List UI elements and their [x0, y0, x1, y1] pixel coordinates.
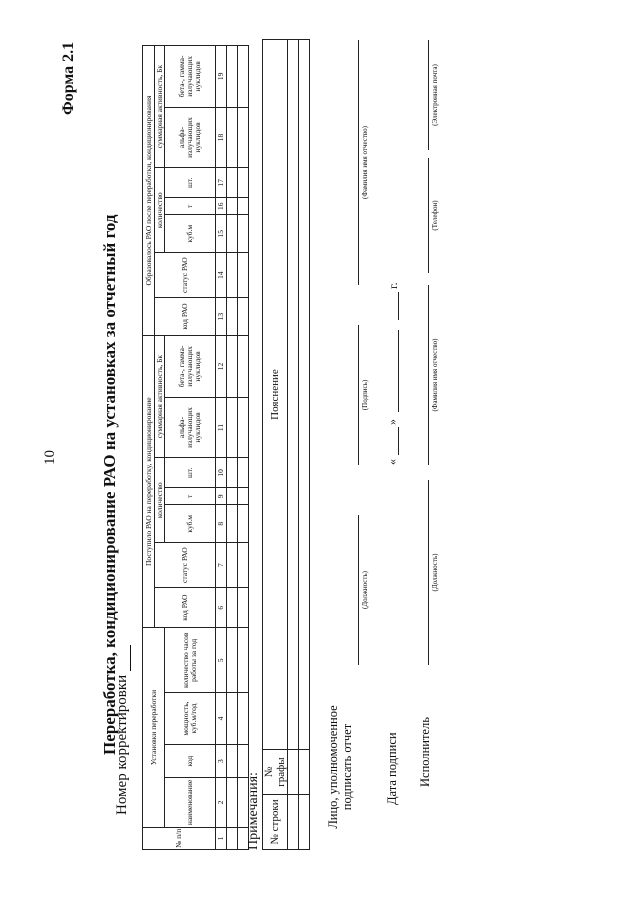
table-cell[interactable] [238, 543, 249, 588]
header-beta: бета-, гамма-излучающих нуклидов [165, 336, 216, 398]
table-cell[interactable] [288, 750, 299, 795]
table-cell[interactable] [227, 336, 238, 398]
header-alpha: альфа-излучающих нуклидов [165, 397, 216, 457]
table-row [227, 46, 238, 850]
notes-table [262, 39, 310, 850]
table-row [238, 46, 249, 850]
table-cell[interactable] [227, 628, 238, 693]
table-cell[interactable] [238, 46, 249, 108]
notes-heading: Примечания: [246, 772, 261, 850]
date-year-suffix: г. [386, 282, 400, 289]
rao-processing-table [142, 45, 249, 850]
table-cell[interactable] [227, 198, 238, 215]
executor-email-caption: (Электронная почта) [431, 64, 439, 126]
header-status: статус РАО [155, 543, 216, 588]
header-rao-code: код РАО [155, 298, 216, 336]
header-quantity: количество [155, 168, 165, 253]
table-cell[interactable] [238, 253, 249, 298]
column-number: 15 [216, 215, 227, 253]
table-cell[interactable] [238, 488, 249, 505]
header-quantity: количество [155, 458, 165, 543]
column-number: 7 [216, 543, 227, 588]
column-number: 4 [216, 693, 227, 745]
table-cell[interactable] [238, 505, 249, 543]
table-row [299, 40, 310, 850]
table-cell[interactable] [299, 40, 310, 750]
signature-caption: (Подпись) [361, 379, 369, 411]
table-cell[interactable] [238, 628, 249, 693]
position-line[interactable] [358, 515, 359, 665]
signature-line[interactable] [358, 325, 359, 465]
date-year-line[interactable] [398, 292, 399, 320]
executor-email-line[interactable] [428, 40, 429, 150]
header-hours: количество часов работы за год [165, 628, 216, 693]
table-cell[interactable] [227, 458, 238, 488]
table-cell[interactable] [227, 693, 238, 745]
executor-phone-caption: (Телефон) [431, 200, 439, 231]
fullname-line[interactable] [358, 40, 359, 285]
table-cell[interactable] [299, 750, 310, 795]
column-number: 18 [216, 107, 227, 167]
table-cell[interactable] [238, 198, 249, 215]
date-open-quote: « [385, 459, 399, 465]
correction-blank [116, 645, 131, 671]
correction-number [114, 645, 131, 815]
header-activity: суммарная активность, Бк [155, 336, 165, 458]
column-number: 10 [216, 458, 227, 488]
column-number: 12 [216, 336, 227, 398]
executor-position-line[interactable] [428, 480, 429, 665]
table-cell[interactable] [227, 488, 238, 505]
table-cell[interactable] [227, 253, 238, 298]
column-number: 6 [216, 588, 227, 628]
column-number-row [216, 46, 227, 850]
table-cell[interactable] [288, 795, 299, 850]
header-t: т [165, 488, 216, 505]
notes-header-explanation: Пояснение [263, 40, 288, 750]
table-cell[interactable] [238, 588, 249, 628]
header-num: № п/п [143, 827, 216, 849]
table-row [288, 40, 299, 850]
page-number: 10 [42, 450, 58, 465]
table-cell[interactable] [227, 778, 238, 827]
executor-label: Исполнитель [418, 717, 432, 787]
column-number: 11 [216, 397, 227, 457]
header-formed-group: Образовалось РАО после переработки, кондиционирования [143, 46, 155, 336]
table-cell[interactable] [227, 107, 238, 167]
column-number: 3 [216, 744, 227, 778]
table-cell[interactable] [227, 543, 238, 588]
header-received-group: Поступило РАО на переработку, кондиционирование [143, 336, 155, 628]
table-cell[interactable] [227, 397, 238, 457]
form-title: Переработка, кондиционирование РАО на установках за отчетный год [100, 214, 119, 755]
fullname-caption: (Фамилия имя отчество) [361, 125, 369, 200]
date-month-line[interactable] [398, 330, 399, 412]
table-cell[interactable] [238, 693, 249, 745]
table-cell[interactable] [227, 505, 238, 543]
notes-header-graph: № графы [263, 750, 288, 795]
form-label: Форма 2.1 [60, 41, 77, 115]
header-alpha: альфа-излучающих нуклидов [165, 107, 216, 167]
table-cell[interactable] [227, 215, 238, 253]
table-cell[interactable] [238, 336, 249, 398]
column-number: 8 [216, 505, 227, 543]
notes-header-row: № строки [263, 795, 288, 850]
date-day-line[interactable] [398, 427, 399, 455]
header-installation-group: Установки переработки [143, 628, 165, 827]
header-cubm: куб.м [165, 505, 216, 543]
header-activity: суммарная активность, Бк [155, 46, 165, 168]
header-cubm: куб.м [165, 215, 216, 253]
header-name: наименование [165, 778, 216, 827]
column-number: 19 [216, 46, 227, 108]
header-beta: бета-, гамма-излучающих нуклидов [165, 46, 216, 108]
header-rao-code: код РАО [155, 588, 216, 628]
table-cell[interactable] [238, 397, 249, 457]
header-status: статус РАО [155, 253, 216, 298]
table-cell[interactable] [238, 168, 249, 198]
column-number: 14 [216, 253, 227, 298]
column-number: 1 [216, 827, 227, 849]
table-cell[interactable] [227, 588, 238, 628]
header-pcs: шт. [165, 168, 216, 198]
table-cell[interactable] [227, 46, 238, 108]
column-number: 16 [216, 198, 227, 215]
header-capacity: мощность, куб.м/год [165, 693, 216, 745]
column-number: 2 [216, 778, 227, 827]
table-cell[interactable] [227, 168, 238, 198]
executor-fullname-caption: (Фамилия имя отчество) [431, 338, 439, 412]
column-number: 17 [216, 168, 227, 198]
table-cell[interactable] [227, 298, 238, 336]
table-cell[interactable] [288, 40, 299, 750]
date-close-quote: » [385, 419, 399, 425]
column-number: 9 [216, 488, 227, 505]
date-label: Дата подписи [385, 732, 399, 805]
header-code: код [165, 744, 216, 778]
authorized-person-label: Лицо, уполномоченное подписать отчет [326, 705, 355, 829]
table-cell[interactable] [299, 795, 310, 850]
position-caption: (Должность) [361, 571, 369, 609]
column-number: 5 [216, 628, 227, 693]
column-number: 13 [216, 298, 227, 336]
table-cell[interactable] [227, 827, 238, 849]
header-pcs: шт. [165, 458, 216, 488]
executor-position-caption: (Должность) [431, 553, 439, 592]
executor-fullname-line[interactable] [428, 285, 429, 465]
table-cell[interactable] [238, 298, 249, 336]
correction-label: Номер корректировки [114, 674, 130, 815]
table-cell[interactable] [238, 107, 249, 167]
table-cell[interactable] [238, 458, 249, 488]
table-cell[interactable] [227, 744, 238, 778]
header-t: т [165, 198, 216, 215]
executor-phone-line[interactable] [428, 158, 429, 273]
table-cell[interactable] [238, 215, 249, 253]
